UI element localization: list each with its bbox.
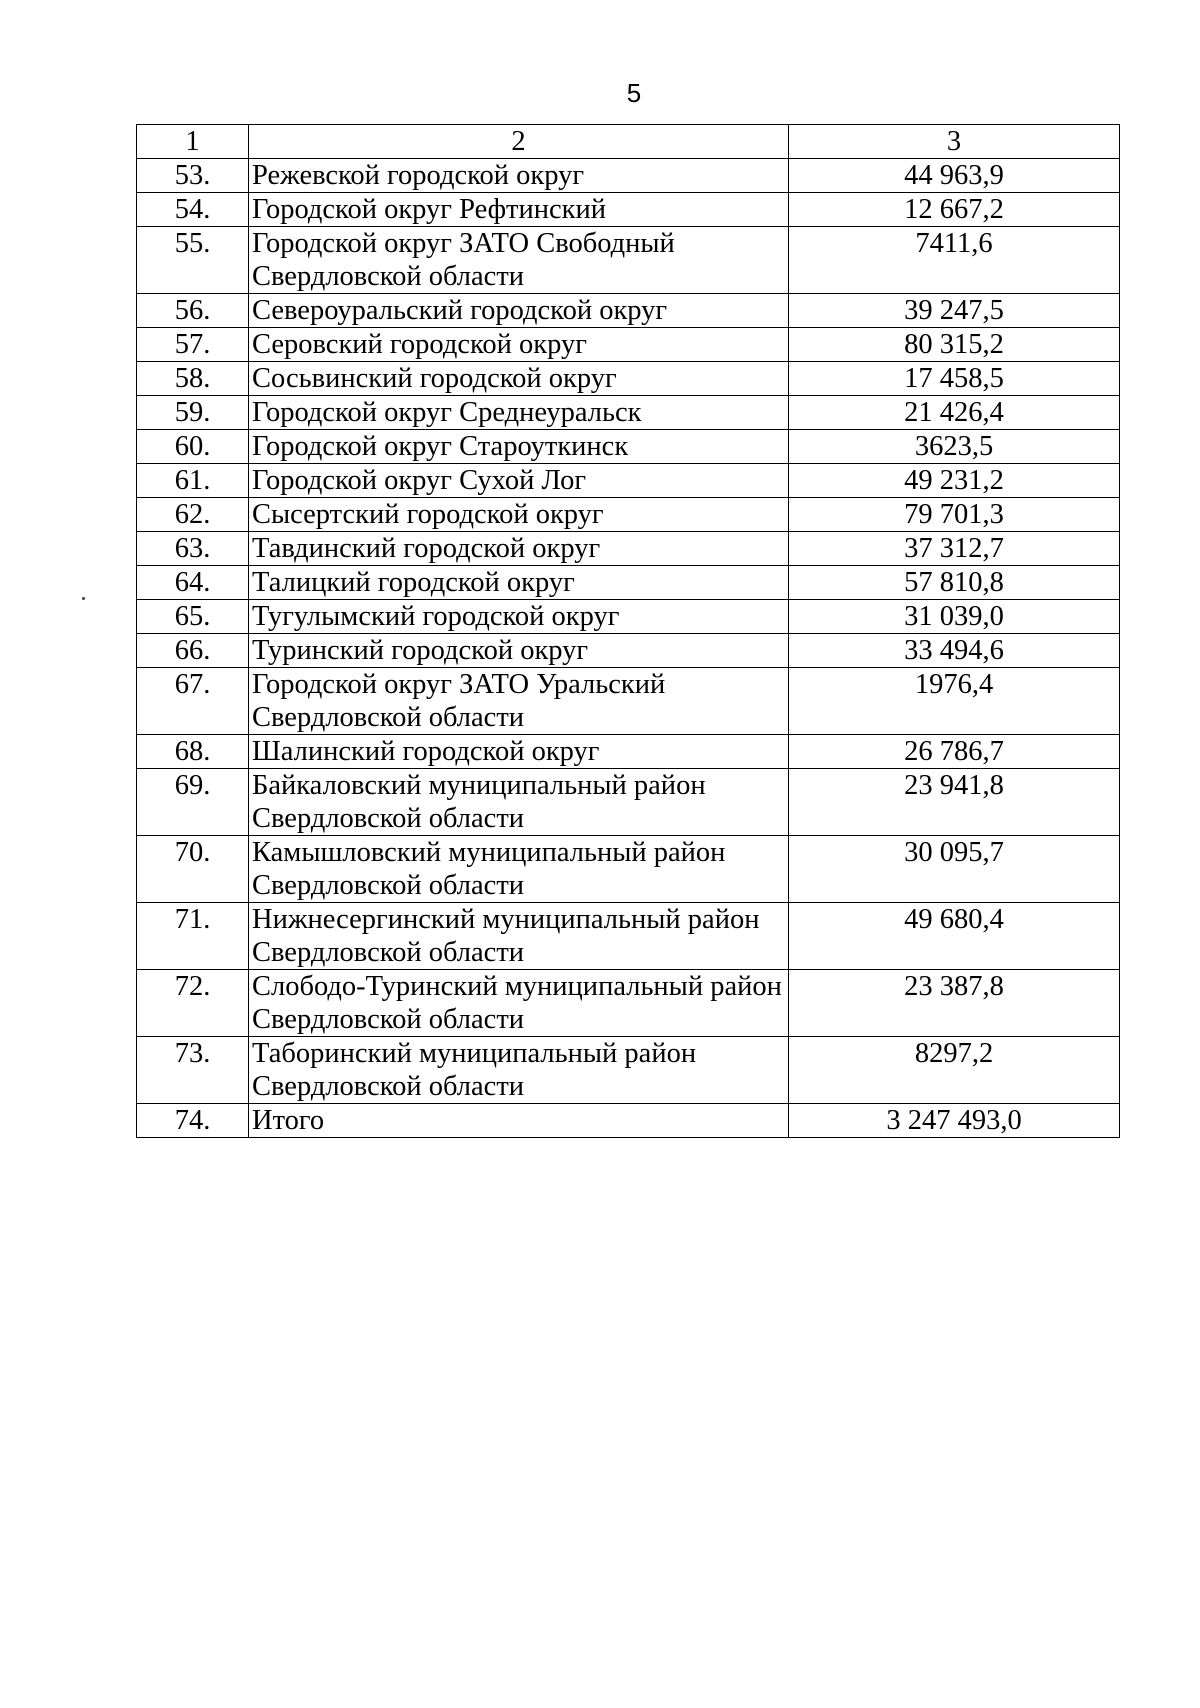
- row-number-cell: 60.: [137, 430, 249, 464]
- amount-cell: 21 426,4: [789, 396, 1120, 430]
- amount-cell: 79 701,3: [789, 498, 1120, 532]
- municipality-name-cell: Туринский городской округ: [249, 634, 789, 668]
- amount-cell: 49 231,2: [789, 464, 1120, 498]
- table-row: [137, 498, 1120, 532]
- table-row: [137, 159, 1120, 193]
- table-row: [137, 464, 1120, 498]
- table-row: [137, 193, 1120, 227]
- amount-cell: 17 458,5: [789, 362, 1120, 396]
- amount-cell: 57 810,8: [789, 566, 1120, 600]
- amount-cell: 23 387,8: [789, 970, 1120, 1037]
- municipality-name-cell: Сысертский городской округ: [249, 498, 789, 532]
- municipality-name-cell: Тугулымский городской округ: [249, 600, 789, 634]
- table-row: [137, 769, 1120, 836]
- amount-cell: 3623,5: [789, 430, 1120, 464]
- municipality-name-cell: Городской округ Сухой Лог: [249, 464, 789, 498]
- amount-cell: 3 247 493,0: [789, 1104, 1120, 1138]
- municipality-name-cell: Городской округ Староуткинск: [249, 430, 789, 464]
- row-number-cell: 56.: [137, 294, 249, 328]
- municipality-name-cell: Городской округ ЗАТО Свободный Свердловской области: [249, 227, 789, 294]
- table-row: [137, 566, 1120, 600]
- column-header-name: 2: [249, 125, 789, 159]
- table-row: [137, 396, 1120, 430]
- municipality-name-cell: Тавдинский городской округ: [249, 532, 789, 566]
- table-row: [137, 1104, 1120, 1138]
- amount-cell: 23 941,8: [789, 769, 1120, 836]
- table-row: [137, 668, 1120, 735]
- scan-speck: [82, 597, 85, 600]
- amount-cell: 8297,2: [789, 1037, 1120, 1104]
- amount-cell: 39 247,5: [789, 294, 1120, 328]
- row-number-cell: 65.: [137, 600, 249, 634]
- table-row: [137, 227, 1120, 294]
- row-number-cell: 63.: [137, 532, 249, 566]
- municipality-name-cell: Талицкий городской округ: [249, 566, 789, 600]
- table-row: [137, 970, 1120, 1037]
- row-number-cell: 62.: [137, 498, 249, 532]
- table-row: [137, 903, 1120, 970]
- row-number-cell: 68.: [137, 735, 249, 769]
- table-row: [137, 294, 1120, 328]
- municipality-name-cell: Камышловский муниципальный район Свердловской области: [249, 836, 789, 903]
- table-row: [137, 634, 1120, 668]
- row-number-cell: 57.: [137, 328, 249, 362]
- table-row: [137, 836, 1120, 903]
- row-number-cell: 70.: [137, 836, 249, 903]
- table-row: [137, 1037, 1120, 1104]
- amount-cell: 49 680,4: [789, 903, 1120, 970]
- municipality-name-cell: Таборинский муниципальный район Свердловской области: [249, 1037, 789, 1104]
- amount-cell: 44 963,9: [789, 159, 1120, 193]
- municipality-name-cell: Серовский городской округ: [249, 328, 789, 362]
- municipality-name-cell: Североуральский городской округ: [249, 294, 789, 328]
- municipality-name-cell: Нижнесергинский муниципальный район Свердловской области: [249, 903, 789, 970]
- page-number: 5: [626, 78, 642, 108]
- table-row: [137, 532, 1120, 566]
- municipality-name-cell: Шалинский городской округ: [249, 735, 789, 769]
- table-row: [137, 735, 1120, 769]
- municipality-name-cell: Городской округ ЗАТО Уральский Свердловской области: [249, 668, 789, 735]
- row-number-cell: 61.: [137, 464, 249, 498]
- amount-cell: 33 494,6: [789, 634, 1120, 668]
- table-row: [137, 430, 1120, 464]
- row-number-cell: 53.: [137, 159, 249, 193]
- municipality-name-cell: Байкаловский муниципальный район Свердловской области: [249, 769, 789, 836]
- amount-cell: 30 095,7: [789, 836, 1120, 903]
- amount-cell: 1976,4: [789, 668, 1120, 735]
- row-number-cell: 69.: [137, 769, 249, 836]
- row-number-cell: 55.: [137, 227, 249, 294]
- row-number-cell: 72.: [137, 970, 249, 1037]
- table-row: [137, 600, 1120, 634]
- municipality-name-cell: Городской округ Рефтинский: [249, 193, 789, 227]
- row-number-cell: 66.: [137, 634, 249, 668]
- row-number-cell: 64.: [137, 566, 249, 600]
- row-number-cell: 59.: [137, 396, 249, 430]
- amount-cell: 26 786,7: [789, 735, 1120, 769]
- amount-cell: 7411,6: [789, 227, 1120, 294]
- municipality-name-cell: Городской округ Среднеуральск: [249, 396, 789, 430]
- row-number-cell: 73.: [137, 1037, 249, 1104]
- municipality-name-cell: Режевской городской округ: [249, 159, 789, 193]
- row-number-cell: 67.: [137, 668, 249, 735]
- row-number-cell: 58.: [137, 362, 249, 396]
- amount-cell: 12 667,2: [789, 193, 1120, 227]
- municipality-name-cell: Слободо-Туринский муниципальный район Свердловской области: [249, 970, 789, 1037]
- amount-cell: 80 315,2: [789, 328, 1120, 362]
- row-number-cell: 71.: [137, 903, 249, 970]
- row-number-cell: 54.: [137, 193, 249, 227]
- column-header-number: 1: [137, 125, 249, 159]
- column-header-value: 3: [789, 125, 1120, 159]
- amount-cell: 31 039,0: [789, 600, 1120, 634]
- table-row: [137, 362, 1120, 396]
- table-row: [137, 328, 1120, 362]
- table-header-row: [137, 125, 1120, 159]
- row-number-cell: 74.: [137, 1104, 249, 1138]
- data-table: [136, 124, 1120, 1138]
- municipality-name-cell: Итого: [249, 1104, 789, 1138]
- municipality-name-cell: Сосьвинский городской округ: [249, 362, 789, 396]
- amount-cell: 37 312,7: [789, 532, 1120, 566]
